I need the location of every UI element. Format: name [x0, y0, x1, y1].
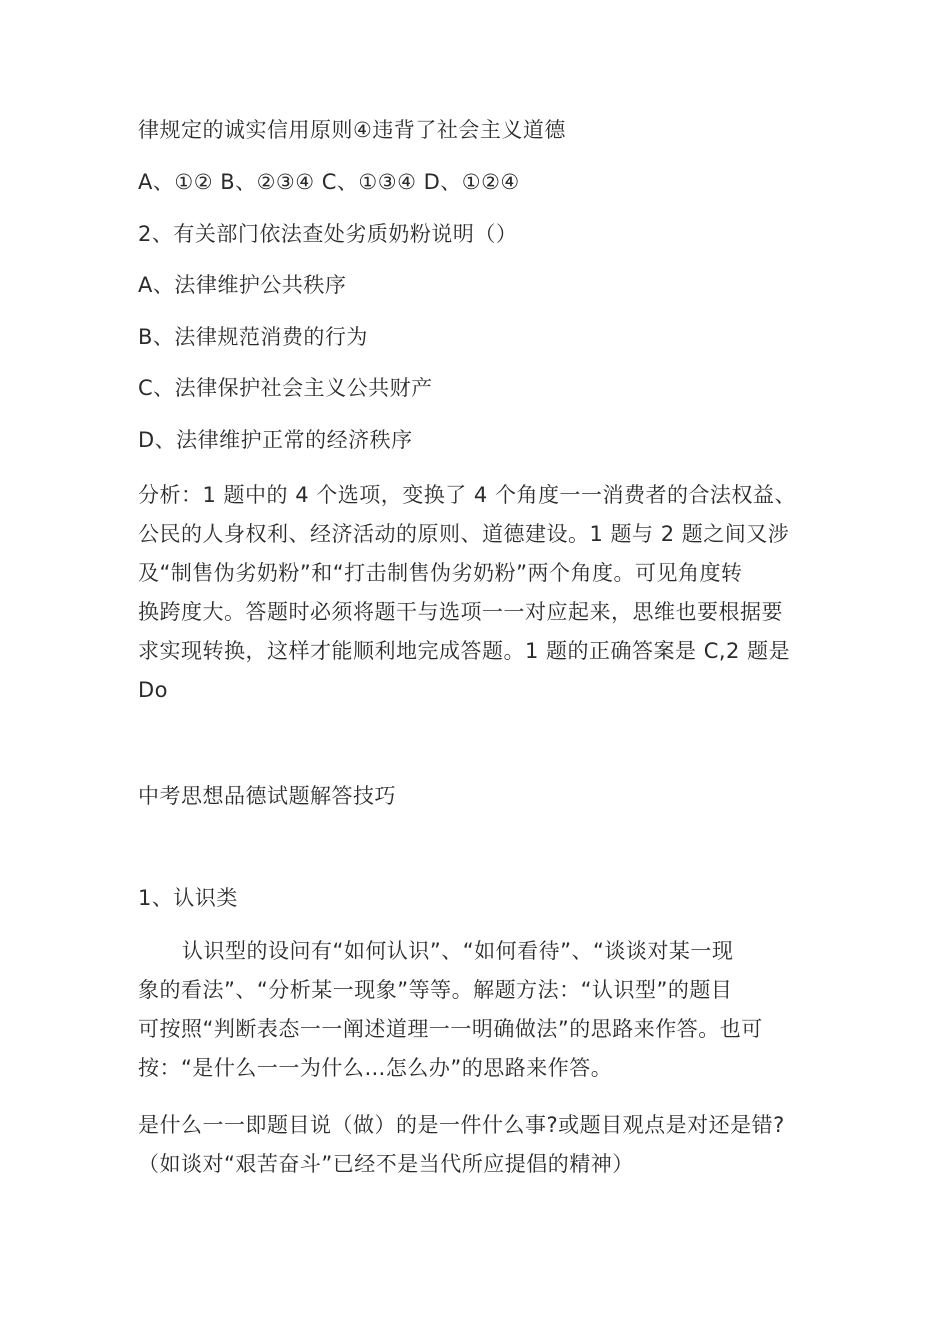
question-2-stem: 2、有关部门依法查处劣质奶粉说明（） [138, 222, 518, 246]
analysis-line: 分析：1 题中的 4 个选项，变换了 4 个角度一一消费者的合法权益、 [138, 483, 796, 507]
body-line: 象的看法”、“分析某一现象”等等。解题方法：“认识型”的题目 [138, 978, 733, 1002]
analysis-line: 公民的人身权利、经济活动的原则、道德建设。1 题与 2 题之间又涉 [138, 522, 790, 546]
text-line: 律规定的诚实信用原则④违背了社会主义道德 [138, 118, 566, 142]
analysis-line: 换跨度大。答题时必须将题干与选项一一对应起来，思维也要根据要 [138, 600, 783, 624]
analysis-line: 求实现转换，这样才能顺利地完成答题。1 题的正确答案是 C,2 题是 [138, 639, 791, 663]
option-d: D、法律维护正常的经济秩序 [138, 428, 413, 452]
analysis-paragraph [138, 476, 822, 710]
analysis-line: 及“制售伪劣奶粉”和“打击制售伪劣奶粉”两个角度。可见角度转 [138, 561, 743, 585]
option-a: A、法律维护公共秩序 [138, 273, 347, 297]
body-line: 是什么一一即题目说（做）的是一件什么事?或题目观点是对还是错? [138, 1113, 785, 1137]
body-line: 认识型的设问有“如何认识”、“如何看待”、“谈谈对某一现 [182, 939, 734, 963]
answer-options-line: A、①② B、②③④ C、①③④ D、①②④ [138, 170, 520, 194]
analysis-line: Do [138, 678, 169, 702]
option-b: B、法律规范消费的行为 [138, 325, 368, 349]
option-c: C、法律保护社会主义公共财产 [138, 376, 433, 400]
body-line: （如谈对“艰苦奋斗”已经不是当代所应提倡的精神） [138, 1152, 634, 1176]
body-paragraph-2 [138, 1106, 822, 1184]
section-title: 中考思想品德试题解答技巧 [138, 784, 396, 808]
body-line: 可按照“判断表态一一阐述道理一一明确做法”的思路来作答。也可 [138, 1017, 763, 1041]
body-line: 按：“是什么一一为什么…怎么办”的思路来作答。 [138, 1056, 613, 1080]
body-paragraph-1 [138, 932, 822, 1088]
subsection-title: 1、认识类 [138, 886, 238, 910]
